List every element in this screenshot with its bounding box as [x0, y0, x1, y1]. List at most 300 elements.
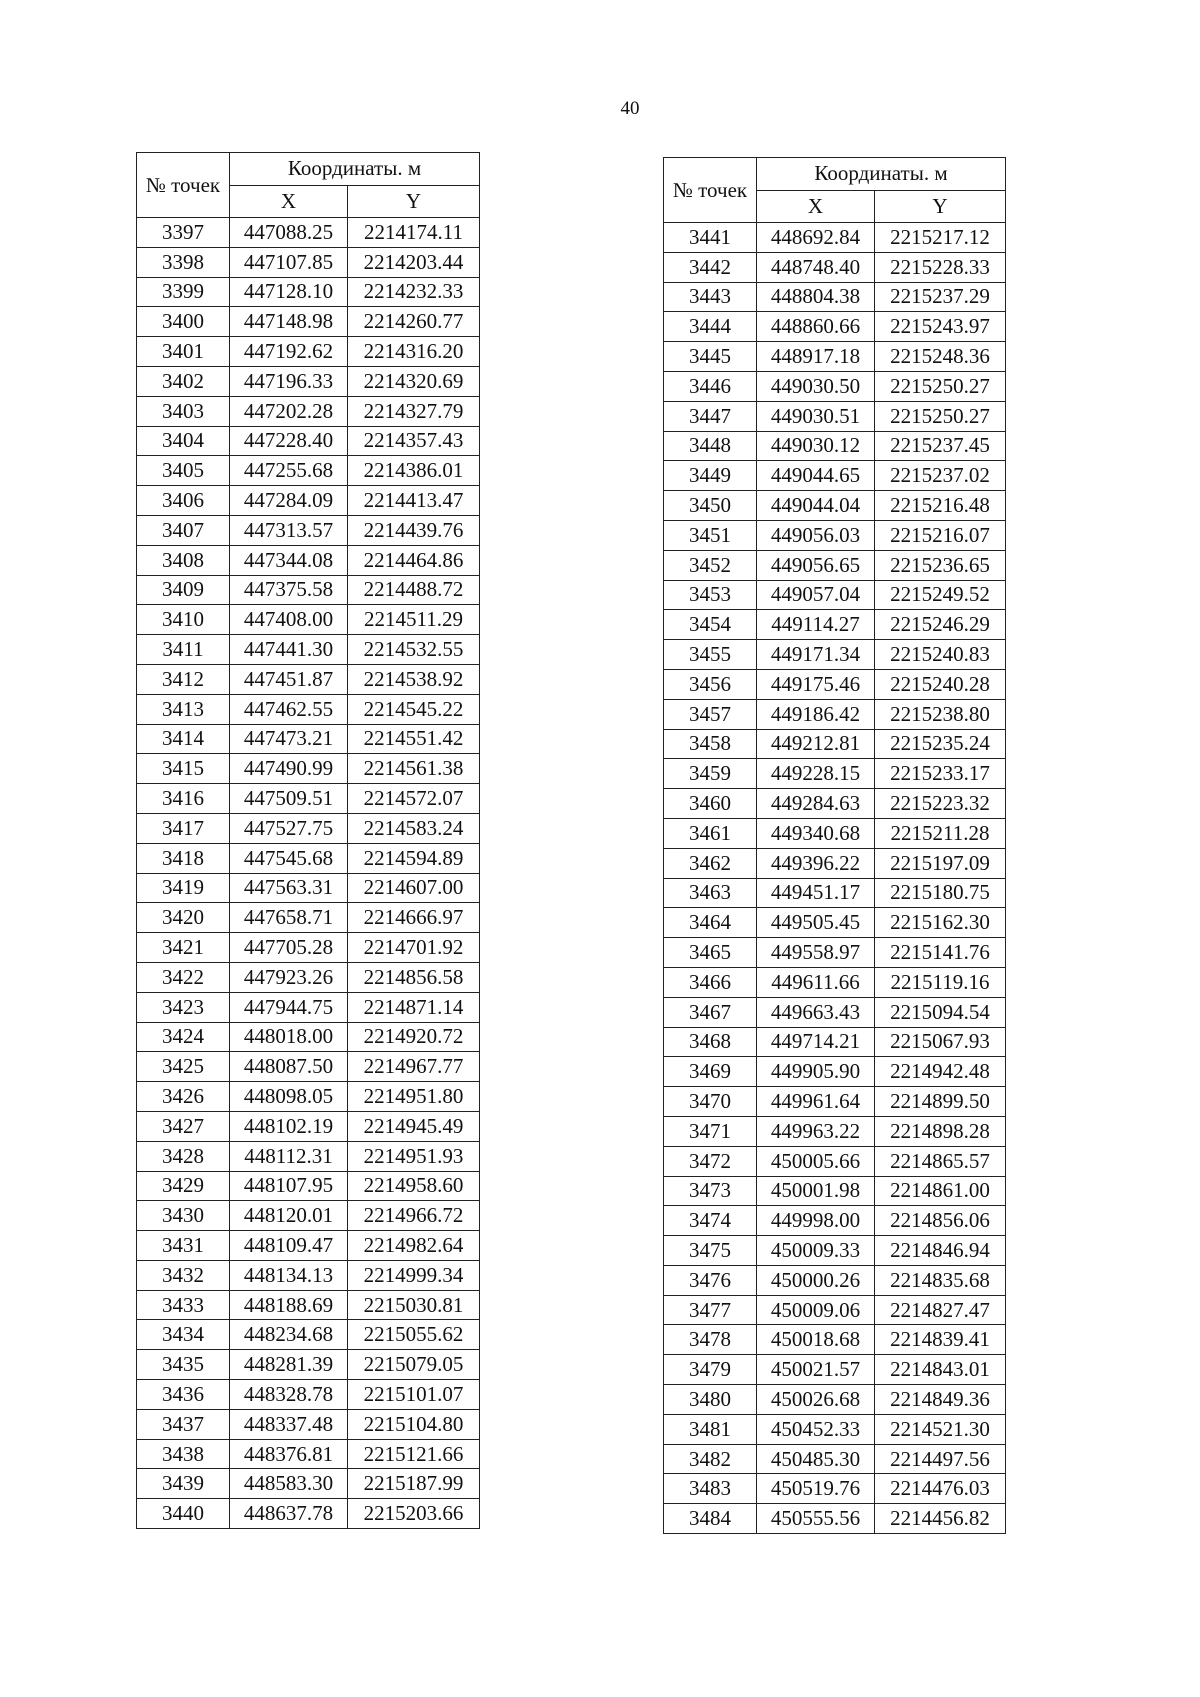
y-coordinate-cell: 2215240.83: [875, 640, 1006, 670]
x-coordinate-cell: 449228.15: [757, 759, 875, 789]
y-coordinate-cell: 2214827.47: [875, 1295, 1006, 1325]
table-row: [664, 1414, 1006, 1444]
point-number-cell: 3403: [137, 396, 230, 426]
table-row: [664, 223, 1006, 253]
y-coordinate-cell: 2214511.29: [348, 605, 480, 635]
table-row: [137, 724, 480, 754]
x-coordinate-cell: 449030.12: [757, 431, 875, 461]
table-row: [664, 1325, 1006, 1355]
coordinates-table-right: [663, 157, 1006, 1534]
point-number-cell: 3456: [664, 669, 757, 699]
point-number-cell: 3473: [664, 1176, 757, 1206]
header-y: Y: [875, 190, 1006, 223]
x-coordinate-cell: 447196.33: [230, 366, 348, 396]
x-coordinate-cell: 447128.10: [230, 277, 348, 307]
x-coordinate-cell: 448098.05: [230, 1082, 348, 1112]
y-coordinate-cell: 2214357.43: [348, 426, 480, 456]
y-coordinate-cell: 2215246.29: [875, 610, 1006, 640]
table-row: [664, 282, 1006, 312]
x-coordinate-cell: 449663.43: [757, 997, 875, 1027]
point-number-cell: 3428: [137, 1141, 230, 1171]
table-row: [137, 1499, 480, 1529]
header-y: Y: [348, 185, 480, 218]
y-coordinate-cell: 2215237.45: [875, 431, 1006, 461]
point-number-cell: 3420: [137, 903, 230, 933]
table-row: [664, 550, 1006, 580]
y-coordinate-cell: 2215250.27: [875, 371, 1006, 401]
point-number-cell: 3451: [664, 520, 757, 550]
x-coordinate-cell: 447202.28: [230, 396, 348, 426]
point-number-cell: 3405: [137, 456, 230, 486]
point-number-cell: 3463: [664, 878, 757, 908]
y-coordinate-cell: 2215101.07: [348, 1380, 480, 1410]
point-number-cell: 3429: [137, 1171, 230, 1201]
y-coordinate-cell: 2215180.75: [875, 878, 1006, 908]
point-number-cell: 3464: [664, 908, 757, 938]
x-coordinate-cell: 448692.84: [757, 223, 875, 253]
y-coordinate-cell: 2214982.64: [348, 1231, 480, 1261]
point-number-cell: 3455: [664, 640, 757, 670]
y-coordinate-cell: 2214951.93: [348, 1141, 480, 1171]
point-number-cell: 3477: [664, 1295, 757, 1325]
y-coordinate-cell: 2214835.68: [875, 1265, 1006, 1295]
y-coordinate-cell: 2215187.99: [348, 1469, 480, 1499]
page-number: 40: [620, 98, 640, 119]
y-coordinate-cell: 2215223.32: [875, 789, 1006, 819]
y-coordinate-cell: 2214865.57: [875, 1146, 1006, 1176]
point-number-cell: 3461: [664, 818, 757, 848]
point-number-cell: 3423: [137, 992, 230, 1022]
x-coordinate-cell: 449044.65: [757, 461, 875, 491]
table-row: [137, 903, 480, 933]
table-row: [137, 784, 480, 814]
table-row: [137, 426, 480, 456]
x-coordinate-cell: 448112.31: [230, 1141, 348, 1171]
table-row: [137, 486, 480, 516]
y-coordinate-cell: 2214701.92: [348, 933, 480, 963]
y-coordinate-cell: 2215217.12: [875, 223, 1006, 253]
point-number-cell: 3436: [137, 1380, 230, 1410]
x-coordinate-cell: 449284.63: [757, 789, 875, 819]
x-coordinate-cell: 450555.56: [757, 1504, 875, 1534]
point-number-cell: 3412: [137, 664, 230, 694]
table-row: [137, 1082, 480, 1112]
table-row: [137, 813, 480, 843]
y-coordinate-cell: 2215228.33: [875, 252, 1006, 282]
x-coordinate-cell: 450452.33: [757, 1414, 875, 1444]
point-number-cell: 3483: [664, 1474, 757, 1504]
x-coordinate-cell: 447344.08: [230, 545, 348, 575]
point-number-cell: 3430: [137, 1201, 230, 1231]
point-number-cell: 3471: [664, 1116, 757, 1146]
header-x: X: [757, 190, 875, 223]
x-coordinate-cell: 449963.22: [757, 1116, 875, 1146]
point-number-cell: 3432: [137, 1260, 230, 1290]
table-row: [137, 307, 480, 337]
table-row: [137, 1439, 480, 1469]
x-coordinate-cell: 448583.30: [230, 1469, 348, 1499]
table-row: [664, 252, 1006, 282]
x-coordinate-cell: 447473.21: [230, 724, 348, 754]
point-number-cell: 3410: [137, 605, 230, 635]
y-coordinate-cell: 2215197.09: [875, 848, 1006, 878]
table-row: [137, 605, 480, 635]
x-coordinate-cell: 450009.33: [757, 1236, 875, 1266]
point-number-cell: 3427: [137, 1111, 230, 1141]
y-coordinate-cell: 2214920.72: [348, 1022, 480, 1052]
x-coordinate-cell: 449714.21: [757, 1027, 875, 1057]
point-number-cell: 3443: [664, 282, 757, 312]
y-coordinate-cell: 2214945.49: [348, 1111, 480, 1141]
y-coordinate-cell: 2214232.33: [348, 277, 480, 307]
point-number-cell: 3402: [137, 366, 230, 396]
header-point-number: № точек: [137, 153, 230, 218]
x-coordinate-cell: 448337.48: [230, 1409, 348, 1439]
table-row: [137, 1320, 480, 1350]
point-number-cell: 3421: [137, 933, 230, 963]
y-coordinate-cell: 2214898.28: [875, 1116, 1006, 1146]
x-coordinate-cell: 448234.68: [230, 1320, 348, 1350]
x-coordinate-cell: 447284.09: [230, 486, 348, 516]
x-coordinate-cell: 449186.42: [757, 699, 875, 729]
y-coordinate-cell: 2215211.28: [875, 818, 1006, 848]
y-coordinate-cell: 2214966.72: [348, 1201, 480, 1231]
table-row: [137, 545, 480, 575]
table-row: [137, 873, 480, 903]
y-coordinate-cell: 2214521.30: [875, 1414, 1006, 1444]
y-coordinate-cell: 2214538.92: [348, 664, 480, 694]
y-coordinate-cell: 2214594.89: [348, 843, 480, 873]
y-coordinate-cell: 2214958.60: [348, 1171, 480, 1201]
table-row: [137, 635, 480, 665]
y-coordinate-cell: 2214942.48: [875, 1057, 1006, 1087]
x-coordinate-cell: 447255.68: [230, 456, 348, 486]
x-coordinate-cell: 447545.68: [230, 843, 348, 873]
point-number-cell: 3434: [137, 1320, 230, 1350]
point-number-cell: 3467: [664, 997, 757, 1027]
x-coordinate-cell: 448107.95: [230, 1171, 348, 1201]
x-coordinate-cell: 449396.22: [757, 848, 875, 878]
y-coordinate-cell: 2214607.00: [348, 873, 480, 903]
point-number-cell: 3422: [137, 962, 230, 992]
table-row: [664, 1355, 1006, 1385]
y-coordinate-cell: 2214320.69: [348, 366, 480, 396]
y-coordinate-cell: 2214413.47: [348, 486, 480, 516]
table-row: [664, 520, 1006, 550]
table-row: [664, 729, 1006, 759]
y-coordinate-cell: 2215236.65: [875, 550, 1006, 580]
point-number-cell: 3465: [664, 938, 757, 968]
point-number-cell: 3466: [664, 967, 757, 997]
x-coordinate-cell: 450018.68: [757, 1325, 875, 1355]
point-number-cell: 3478: [664, 1325, 757, 1355]
x-coordinate-cell: 448748.40: [757, 252, 875, 282]
point-number-cell: 3470: [664, 1087, 757, 1117]
y-coordinate-cell: 2215141.76: [875, 938, 1006, 968]
table-row: [664, 610, 1006, 640]
y-coordinate-cell: 2215237.29: [875, 282, 1006, 312]
y-coordinate-cell: 2214561.38: [348, 754, 480, 784]
x-coordinate-cell: 450026.68: [757, 1385, 875, 1415]
table-row: [137, 992, 480, 1022]
x-coordinate-cell: 450001.98: [757, 1176, 875, 1206]
table-row: [137, 1290, 480, 1320]
point-number-cell: 3459: [664, 759, 757, 789]
point-number-cell: 3468: [664, 1027, 757, 1057]
x-coordinate-cell: 447490.99: [230, 754, 348, 784]
table-row: [664, 1176, 1006, 1206]
point-number-cell: 3439: [137, 1469, 230, 1499]
table-row: [664, 1474, 1006, 1504]
point-number-cell: 3457: [664, 699, 757, 729]
table-row: [137, 366, 480, 396]
table-row: [137, 1231, 480, 1261]
x-coordinate-cell: 447944.75: [230, 992, 348, 1022]
table-row: [664, 997, 1006, 1027]
x-coordinate-cell: 449171.34: [757, 640, 875, 670]
x-coordinate-cell: 449558.97: [757, 938, 875, 968]
table-row: [137, 277, 480, 307]
point-number-cell: 3415: [137, 754, 230, 784]
point-number-cell: 3454: [664, 610, 757, 640]
point-number-cell: 3441: [664, 223, 757, 253]
header-point-number: № точек: [664, 158, 757, 223]
table-row: [664, 580, 1006, 610]
x-coordinate-cell: 447313.57: [230, 515, 348, 545]
x-coordinate-cell: 448860.66: [757, 312, 875, 342]
point-number-cell: 3444: [664, 312, 757, 342]
x-coordinate-cell: 447563.31: [230, 873, 348, 903]
x-coordinate-cell: 449961.64: [757, 1087, 875, 1117]
table-row: [664, 699, 1006, 729]
x-coordinate-cell: 448018.00: [230, 1022, 348, 1052]
table-row: [664, 312, 1006, 342]
y-coordinate-cell: 2214439.76: [348, 515, 480, 545]
x-coordinate-cell: 447451.87: [230, 664, 348, 694]
table-row: [664, 878, 1006, 908]
y-coordinate-cell: 2214572.07: [348, 784, 480, 814]
point-number-cell: 3453: [664, 580, 757, 610]
x-coordinate-cell: 448087.50: [230, 1052, 348, 1082]
y-coordinate-cell: 2215216.48: [875, 491, 1006, 521]
table-row: [664, 1057, 1006, 1087]
x-coordinate-cell: 449030.51: [757, 401, 875, 431]
x-coordinate-cell: 447228.40: [230, 426, 348, 456]
point-number-cell: 3400: [137, 307, 230, 337]
x-coordinate-cell: 448134.13: [230, 1260, 348, 1290]
x-coordinate-cell: 449451.17: [757, 878, 875, 908]
table-row: [664, 1295, 1006, 1325]
table-row: [137, 575, 480, 605]
x-coordinate-cell: 448637.78: [230, 1499, 348, 1529]
y-coordinate-cell: 2214583.24: [348, 813, 480, 843]
table-row: [664, 818, 1006, 848]
header-coordinates: Координаты. м: [230, 153, 480, 186]
table-row: [137, 1111, 480, 1141]
y-coordinate-cell: 2214532.55: [348, 635, 480, 665]
table-row: [137, 1171, 480, 1201]
y-coordinate-cell: 2214464.86: [348, 545, 480, 575]
point-number-cell: 3424: [137, 1022, 230, 1052]
y-coordinate-cell: 2215162.30: [875, 908, 1006, 938]
header-x: X: [230, 185, 348, 218]
y-coordinate-cell: 2214456.82: [875, 1504, 1006, 1534]
table-row: [137, 218, 480, 248]
table-row: [137, 1201, 480, 1231]
x-coordinate-cell: 447527.75: [230, 813, 348, 843]
table-row: [664, 401, 1006, 431]
table-row: [664, 938, 1006, 968]
point-number-cell: 3442: [664, 252, 757, 282]
x-coordinate-cell: 448188.69: [230, 1290, 348, 1320]
y-coordinate-cell: 2214951.80: [348, 1082, 480, 1112]
point-number-cell: 3404: [137, 426, 230, 456]
table-row: [664, 759, 1006, 789]
y-coordinate-cell: 2215119.16: [875, 967, 1006, 997]
x-coordinate-cell: 447192.62: [230, 337, 348, 367]
point-number-cell: 3416: [137, 784, 230, 814]
point-number-cell: 3474: [664, 1206, 757, 1236]
y-coordinate-cell: 2214846.94: [875, 1236, 1006, 1266]
table-row: [664, 1385, 1006, 1415]
point-number-cell: 3398: [137, 247, 230, 277]
y-coordinate-cell: 2214545.22: [348, 694, 480, 724]
point-number-cell: 3469: [664, 1057, 757, 1087]
y-coordinate-cell: 2214551.42: [348, 724, 480, 754]
y-coordinate-cell: 2215238.80: [875, 699, 1006, 729]
y-coordinate-cell: 2214871.14: [348, 992, 480, 1022]
table-row: [664, 431, 1006, 461]
y-coordinate-cell: 2214497.56: [875, 1444, 1006, 1474]
point-number-cell: 3447: [664, 401, 757, 431]
y-coordinate-cell: 2215216.07: [875, 520, 1006, 550]
point-number-cell: 3450: [664, 491, 757, 521]
x-coordinate-cell: 447658.71: [230, 903, 348, 933]
y-coordinate-cell: 2215079.05: [348, 1350, 480, 1380]
x-coordinate-cell: 449057.04: [757, 580, 875, 610]
y-coordinate-cell: 2214999.34: [348, 1260, 480, 1290]
y-coordinate-cell: 2214488.72: [348, 575, 480, 605]
x-coordinate-cell: 450021.57: [757, 1355, 875, 1385]
point-number-cell: 3462: [664, 848, 757, 878]
y-coordinate-cell: 2214967.77: [348, 1052, 480, 1082]
table-row: [664, 461, 1006, 491]
point-number-cell: 3449: [664, 461, 757, 491]
point-number-cell: 3418: [137, 843, 230, 873]
point-number-cell: 3458: [664, 729, 757, 759]
point-number-cell: 3425: [137, 1052, 230, 1082]
point-number-cell: 3475: [664, 1236, 757, 1266]
table-row: [137, 515, 480, 545]
x-coordinate-cell: 448281.39: [230, 1350, 348, 1380]
y-coordinate-cell: 2214856.58: [348, 962, 480, 992]
table-row: [664, 1206, 1006, 1236]
y-coordinate-cell: 2215094.54: [875, 997, 1006, 1027]
y-coordinate-cell: 2215121.66: [348, 1439, 480, 1469]
x-coordinate-cell: 450000.26: [757, 1265, 875, 1295]
y-coordinate-cell: 2214843.01: [875, 1355, 1006, 1385]
x-coordinate-cell: 450009.06: [757, 1295, 875, 1325]
y-coordinate-cell: 2215203.66: [348, 1499, 480, 1529]
x-coordinate-cell: 448109.47: [230, 1231, 348, 1261]
y-coordinate-cell: 2214260.77: [348, 307, 480, 337]
y-coordinate-cell: 2214861.00: [875, 1176, 1006, 1206]
y-coordinate-cell: 2214174.11: [348, 218, 480, 248]
y-coordinate-cell: 2215237.02: [875, 461, 1006, 491]
point-number-cell: 3419: [137, 873, 230, 903]
point-number-cell: 3417: [137, 813, 230, 843]
x-coordinate-cell: 447107.85: [230, 247, 348, 277]
x-coordinate-cell: 448804.38: [757, 282, 875, 312]
x-coordinate-cell: 450005.66: [757, 1146, 875, 1176]
point-number-cell: 3476: [664, 1265, 757, 1295]
point-number-cell: 3413: [137, 694, 230, 724]
y-coordinate-cell: 2214899.50: [875, 1087, 1006, 1117]
point-number-cell: 3484: [664, 1504, 757, 1534]
y-coordinate-cell: 2214203.44: [348, 247, 480, 277]
x-coordinate-cell: 447462.55: [230, 694, 348, 724]
table-row: [137, 247, 480, 277]
x-coordinate-cell: 449175.46: [757, 669, 875, 699]
point-number-cell: 3480: [664, 1385, 757, 1415]
y-coordinate-cell: 2215249.52: [875, 580, 1006, 610]
x-coordinate-cell: 447509.51: [230, 784, 348, 814]
table-row: [664, 640, 1006, 670]
y-coordinate-cell: 2214856.06: [875, 1206, 1006, 1236]
x-coordinate-cell: 448376.81: [230, 1439, 348, 1469]
point-number-cell: 3408: [137, 545, 230, 575]
table-row: [664, 1027, 1006, 1057]
y-coordinate-cell: 2214386.01: [348, 456, 480, 486]
table-row: [137, 1260, 480, 1290]
point-number-cell: 3426: [137, 1082, 230, 1112]
x-coordinate-cell: 447705.28: [230, 933, 348, 963]
y-coordinate-cell: 2214839.41: [875, 1325, 1006, 1355]
point-number-cell: 3482: [664, 1444, 757, 1474]
table-row: [137, 1350, 480, 1380]
y-coordinate-cell: 2214849.36: [875, 1385, 1006, 1415]
y-coordinate-cell: 2215243.97: [875, 312, 1006, 342]
point-number-cell: 3431: [137, 1231, 230, 1261]
x-coordinate-cell: 449056.03: [757, 520, 875, 550]
point-number-cell: 3440: [137, 1499, 230, 1529]
point-number-cell: 3437: [137, 1409, 230, 1439]
y-coordinate-cell: 2215030.81: [348, 1290, 480, 1320]
x-coordinate-cell: 449056.65: [757, 550, 875, 580]
y-coordinate-cell: 2214327.79: [348, 396, 480, 426]
table-row: [137, 456, 480, 486]
table-row: [664, 1236, 1006, 1266]
table-row: [137, 962, 480, 992]
y-coordinate-cell: 2215067.93: [875, 1027, 1006, 1057]
y-coordinate-cell: 2215104.80: [348, 1409, 480, 1439]
point-number-cell: 3452: [664, 550, 757, 580]
x-coordinate-cell: 447088.25: [230, 218, 348, 248]
table-row: [664, 789, 1006, 819]
x-coordinate-cell: 447923.26: [230, 962, 348, 992]
point-number-cell: 3397: [137, 218, 230, 248]
table-row: [664, 1087, 1006, 1117]
table-row: [664, 1146, 1006, 1176]
y-coordinate-cell: 2215248.36: [875, 342, 1006, 372]
x-coordinate-cell: 448917.18: [757, 342, 875, 372]
table-row: [137, 1409, 480, 1439]
x-coordinate-cell: 449212.81: [757, 729, 875, 759]
x-coordinate-cell: 449044.04: [757, 491, 875, 521]
x-coordinate-cell: 449905.90: [757, 1057, 875, 1087]
table-row: [137, 933, 480, 963]
table-row: [137, 694, 480, 724]
